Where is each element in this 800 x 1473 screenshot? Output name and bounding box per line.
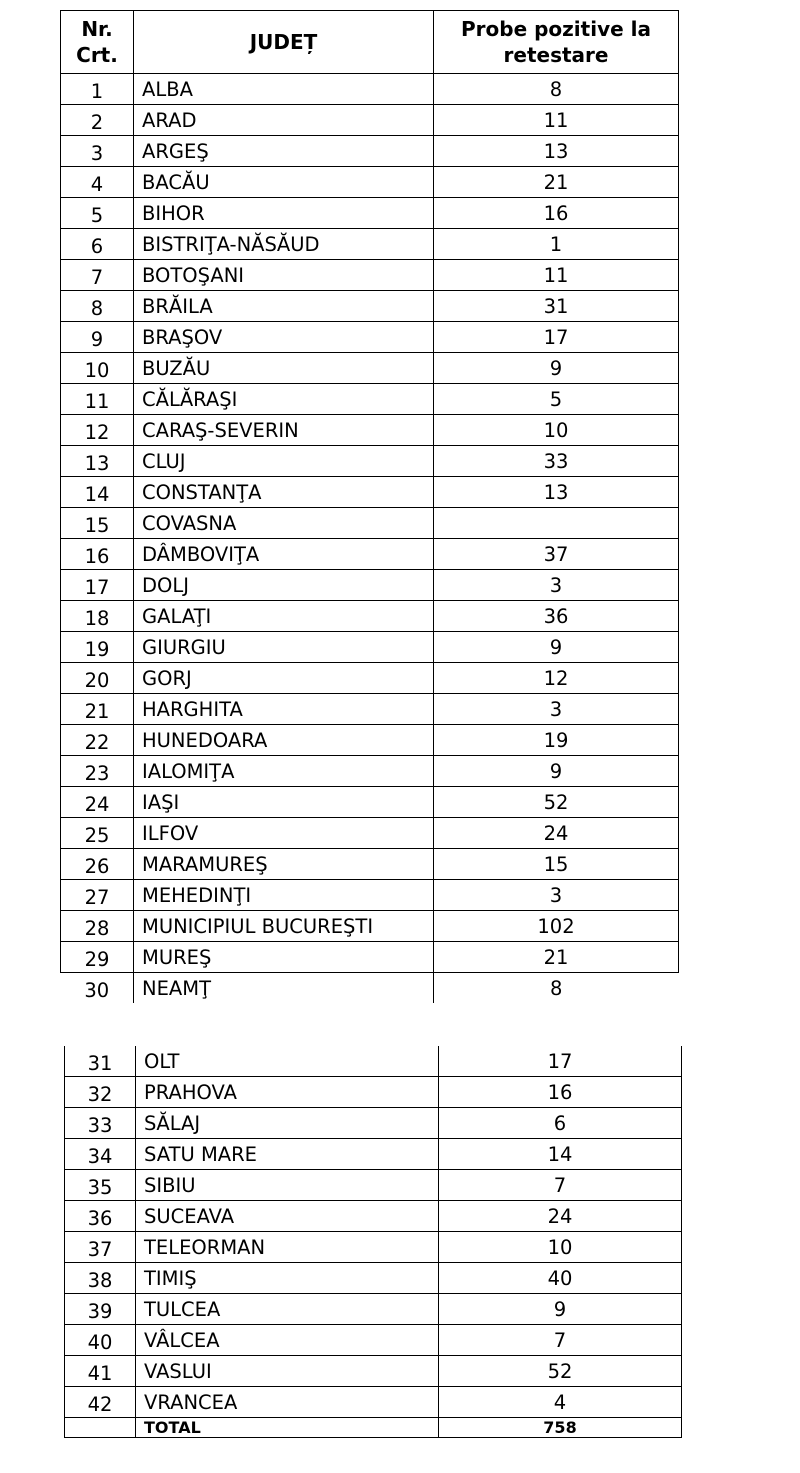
table-row xyxy=(61,818,679,849)
total-label: TOTAL xyxy=(136,1418,439,1438)
row-judet: IAŞI xyxy=(134,787,434,818)
row-judet: GALAŢI xyxy=(134,601,434,632)
row-value: 102 xyxy=(434,911,679,942)
row-number: 2 xyxy=(61,105,134,136)
row-number: 6 xyxy=(61,229,134,260)
row-number: 38 xyxy=(65,1263,136,1294)
row-value: 9 xyxy=(439,1294,682,1325)
row-number: 32 xyxy=(65,1077,136,1108)
row-judet: ARGEŞ xyxy=(134,136,434,167)
row-judet: CARAŞ-SEVERIN xyxy=(134,415,434,446)
table-row xyxy=(61,260,679,291)
row-judet: BUZĂU xyxy=(134,353,434,384)
header-nr-crt xyxy=(61,11,134,74)
row-judet: MUREŞ xyxy=(134,942,434,973)
row-value: 37 xyxy=(434,539,679,570)
row-judet: MUNICIPIUL BUCUREŞTI xyxy=(134,911,434,942)
table-row xyxy=(61,322,679,353)
table-row xyxy=(65,1356,682,1387)
row-value: 16 xyxy=(434,198,679,229)
row-number: 23 xyxy=(61,756,134,787)
row-judet: BISTRIŢA-NĂSĂUD xyxy=(134,229,434,260)
row-number: 37 xyxy=(65,1232,136,1263)
table-row xyxy=(61,508,679,539)
row-judet: BRAŞOV xyxy=(134,322,434,353)
row-number: 40 xyxy=(65,1325,136,1356)
row-value: 24 xyxy=(434,818,679,849)
table-row xyxy=(65,1294,682,1325)
row-judet: TIMIŞ xyxy=(136,1263,439,1294)
row-number: 11 xyxy=(61,384,134,415)
row-value: 5 xyxy=(434,384,679,415)
table-row xyxy=(61,539,679,570)
row-judet: VASLUI xyxy=(136,1356,439,1387)
row-value: 7 xyxy=(439,1170,682,1201)
row-value: 1 xyxy=(434,229,679,260)
row-value: 9 xyxy=(434,756,679,787)
table-row xyxy=(61,787,679,818)
row-judet: DÂMBOVIŢA xyxy=(134,539,434,570)
county-table-part-2 xyxy=(64,1046,682,1438)
row-value: 17 xyxy=(434,322,679,353)
table-row xyxy=(65,1139,682,1170)
row-judet: SĂLAJ xyxy=(136,1108,439,1139)
table-row xyxy=(61,74,679,105)
row-number: 7 xyxy=(61,260,134,291)
row-number: 42 xyxy=(65,1387,136,1418)
row-value: 14 xyxy=(439,1139,682,1170)
row-value: 19 xyxy=(434,725,679,756)
table-row xyxy=(61,570,679,601)
row-judet: MARAMUREŞ xyxy=(134,849,434,880)
table-row xyxy=(61,105,679,136)
row-value: 4 xyxy=(439,1387,682,1418)
table-row xyxy=(65,1170,682,1201)
table-row xyxy=(61,291,679,322)
row-value: 17 xyxy=(439,1046,682,1077)
table-row xyxy=(61,415,679,446)
table-row xyxy=(61,942,679,973)
table-row xyxy=(61,632,679,663)
row-number: 41 xyxy=(65,1356,136,1387)
row-value: 16 xyxy=(439,1077,682,1108)
row-number: 26 xyxy=(61,849,134,880)
row-number: 13 xyxy=(61,446,134,477)
header-judet: JUDEȚ xyxy=(134,11,434,74)
table-row xyxy=(61,167,679,198)
row-number: 19 xyxy=(61,632,134,663)
row-number: 17 xyxy=(61,570,134,601)
row-judet: BACĂU xyxy=(134,167,434,198)
row-number: 12 xyxy=(61,415,134,446)
row-judet: TELEORMAN xyxy=(136,1232,439,1263)
row-judet: CLUJ xyxy=(134,446,434,477)
row-value: 10 xyxy=(434,415,679,446)
table-row xyxy=(65,1046,682,1077)
row-value xyxy=(434,508,679,539)
row-judet: GIURGIU xyxy=(134,632,434,663)
row-value: 10 xyxy=(439,1232,682,1263)
header-probe-line2: retestare xyxy=(503,43,609,67)
table-row xyxy=(61,973,679,1004)
row-number: 16 xyxy=(61,539,134,570)
row-value: 33 xyxy=(434,446,679,477)
row-judet: VRANCEA xyxy=(136,1387,439,1418)
table-row xyxy=(61,694,679,725)
row-value: 15 xyxy=(434,849,679,880)
row-number: 27 xyxy=(61,880,134,911)
row-number: 4 xyxy=(61,167,134,198)
row-value: 21 xyxy=(434,167,679,198)
table-row xyxy=(65,1077,682,1108)
row-number: 34 xyxy=(65,1139,136,1170)
row-judet: BRĂILA xyxy=(134,291,434,322)
row-number: 20 xyxy=(61,663,134,694)
row-number: 10 xyxy=(61,353,134,384)
row-value: 3 xyxy=(434,880,679,911)
row-number: 36 xyxy=(65,1201,136,1232)
row-value: 36 xyxy=(434,601,679,632)
table-row xyxy=(61,136,679,167)
row-value: 11 xyxy=(434,105,679,136)
row-number: 25 xyxy=(61,818,134,849)
row-number: 8 xyxy=(61,291,134,322)
table-row xyxy=(61,446,679,477)
row-number: 15 xyxy=(61,508,134,539)
row-judet: TULCEA xyxy=(136,1294,439,1325)
row-judet: COVASNA xyxy=(134,508,434,539)
row-judet: CĂLĂRAŞI xyxy=(134,384,434,415)
header-nr-line1: Nr. xyxy=(81,17,113,41)
table-row xyxy=(61,477,679,508)
row-value: 13 xyxy=(434,136,679,167)
row-value: 6 xyxy=(439,1108,682,1139)
table-body-part-1 xyxy=(61,74,679,1004)
row-judet: NEAMŢ xyxy=(134,973,434,1004)
table-row xyxy=(61,353,679,384)
row-number: 29 xyxy=(61,942,134,973)
row-value: 9 xyxy=(434,632,679,663)
header-probe-pozitive xyxy=(434,11,679,74)
table-row xyxy=(61,663,679,694)
table-row xyxy=(65,1387,682,1418)
row-judet: BOTOŞANI xyxy=(134,260,434,291)
table-row xyxy=(61,756,679,787)
header-probe-line1: Probe pozitive la xyxy=(461,17,651,41)
row-number: 22 xyxy=(61,725,134,756)
row-number: 18 xyxy=(61,601,134,632)
row-judet: HUNEDOARA xyxy=(134,725,434,756)
table-row xyxy=(61,849,679,880)
row-judet: HARGHITA xyxy=(134,694,434,725)
row-value: 13 xyxy=(434,477,679,508)
row-number: 28 xyxy=(61,911,134,942)
row-number: 31 xyxy=(65,1046,136,1077)
row-judet: VÂLCEA xyxy=(136,1325,439,1356)
table-row xyxy=(61,880,679,911)
total-value: 758 xyxy=(439,1418,682,1438)
row-number: 21 xyxy=(61,694,134,725)
row-judet: CONSTANŢA xyxy=(134,477,434,508)
row-number: 1 xyxy=(61,74,134,105)
row-number: 33 xyxy=(65,1108,136,1139)
row-number: 39 xyxy=(65,1294,136,1325)
row-number: 35 xyxy=(65,1170,136,1201)
row-value: 8 xyxy=(434,973,679,1004)
row-judet: IALOMIŢA xyxy=(134,756,434,787)
row-value: 3 xyxy=(434,570,679,601)
row-judet: SIBIU xyxy=(136,1170,439,1201)
row-judet: ILFOV xyxy=(134,818,434,849)
table-row xyxy=(65,1325,682,1356)
row-value: 8 xyxy=(434,74,679,105)
row-value: 31 xyxy=(434,291,679,322)
row-value: 24 xyxy=(439,1201,682,1232)
row-judet: SATU MARE xyxy=(136,1139,439,1170)
row-judet: SUCEAVA xyxy=(136,1201,439,1232)
row-judet: BIHOR xyxy=(134,198,434,229)
row-value: 3 xyxy=(434,694,679,725)
row-number: 3 xyxy=(61,136,134,167)
row-value: 21 xyxy=(434,942,679,973)
header-nr-line2: Crt. xyxy=(76,43,118,67)
row-number: 30 xyxy=(61,973,134,1004)
row-value: 7 xyxy=(439,1325,682,1356)
row-value: 40 xyxy=(439,1263,682,1294)
row-number: 14 xyxy=(61,477,134,508)
table-row xyxy=(61,229,679,260)
table-row xyxy=(61,725,679,756)
table-row xyxy=(65,1263,682,1294)
county-table-part-1 xyxy=(60,10,679,1003)
table-header-row xyxy=(61,11,679,74)
table-row xyxy=(61,601,679,632)
row-judet: PRAHOVA xyxy=(136,1077,439,1108)
row-value: 12 xyxy=(434,663,679,694)
total-row xyxy=(65,1418,682,1438)
row-judet: MEHEDINŢI xyxy=(134,880,434,911)
table-row xyxy=(65,1108,682,1139)
table-row xyxy=(61,384,679,415)
table-row xyxy=(65,1201,682,1232)
row-value: 9 xyxy=(434,353,679,384)
table-row xyxy=(61,198,679,229)
total-nr-cell xyxy=(65,1418,136,1438)
row-number: 5 xyxy=(61,198,134,229)
row-judet: ALBA xyxy=(134,74,434,105)
row-value: 52 xyxy=(434,787,679,818)
table-row xyxy=(65,1232,682,1263)
table-row xyxy=(61,911,679,942)
row-judet: OLT xyxy=(136,1046,439,1077)
row-value: 52 xyxy=(439,1356,682,1387)
row-number: 24 xyxy=(61,787,134,818)
row-value: 11 xyxy=(434,260,679,291)
row-judet: ARAD xyxy=(134,105,434,136)
table-body-part-2 xyxy=(65,1046,682,1418)
row-judet: DOLJ xyxy=(134,570,434,601)
row-number: 9 xyxy=(61,322,134,353)
row-judet: GORJ xyxy=(134,663,434,694)
